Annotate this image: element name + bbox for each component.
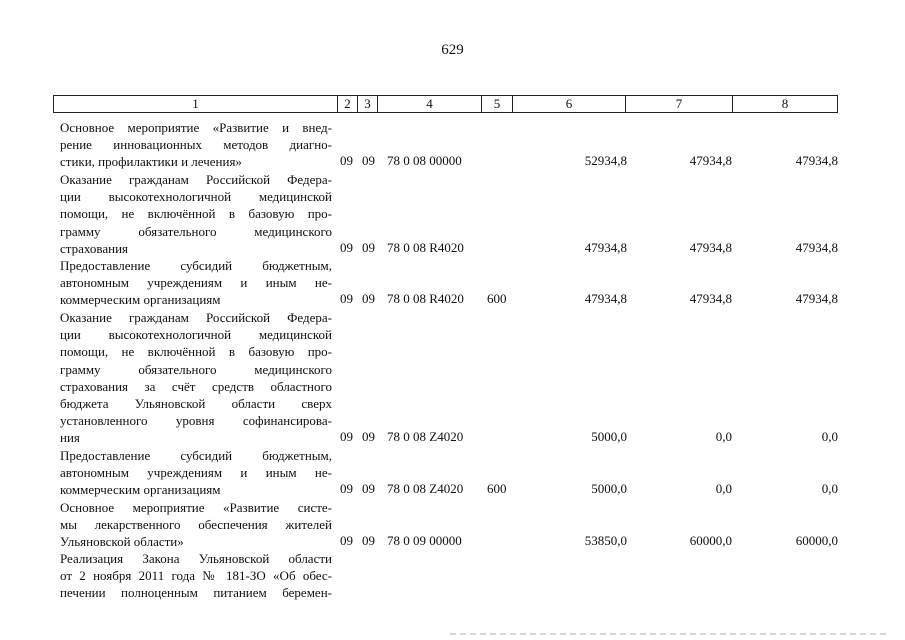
description-line: Реализация Закона Ульяновской области bbox=[60, 551, 332, 566]
description-line: бюджета Ульяновской области сверх bbox=[60, 396, 332, 412]
cell-col-7: 60000,0 bbox=[689, 533, 732, 549]
header-col-3: 3 bbox=[358, 96, 378, 112]
page-number: 629 bbox=[441, 42, 464, 58]
cell-col-2: 09 bbox=[340, 429, 353, 445]
description-line: страхования за счёт средств областного bbox=[60, 378, 332, 394]
description-line: Предоставление субсидий бюджетным, bbox=[60, 258, 332, 273]
description-line: Предоставление субсидий бюджетным, bbox=[60, 448, 332, 463]
cell-col-6: 53850,0 bbox=[584, 533, 627, 549]
description-line: ния bbox=[60, 430, 80, 446]
cell-col-6: 5000,0 bbox=[591, 429, 627, 445]
description-line: Оказание гражданам Российской Федера- bbox=[60, 310, 332, 325]
header-col-2: 2 bbox=[338, 96, 358, 112]
cell-col-3: 09 bbox=[362, 429, 375, 445]
cell-col-7: 47934,8 bbox=[689, 239, 732, 255]
cell-col-8: 47934,8 bbox=[795, 291, 838, 307]
header-col-5: 5 bbox=[482, 96, 513, 112]
description-line: Ульяновской области» bbox=[60, 534, 184, 550]
cell-col-3: 09 bbox=[362, 533, 375, 549]
header-col-8: 8 bbox=[781, 96, 789, 111]
header-col-4: 4 bbox=[378, 96, 482, 112]
description-line: автономным учреждениям и иным не- bbox=[60, 465, 332, 481]
description-line: от 2 ноября 2011 года № 181-ЗО «Об обес- bbox=[60, 568, 332, 584]
cell-col-2: 09 bbox=[340, 533, 353, 549]
cell-col-2: 09 bbox=[340, 481, 353, 497]
cell-col-3: 09 bbox=[362, 239, 375, 255]
cell-col-3: 09 bbox=[362, 481, 375, 497]
row-description bbox=[60, 309, 332, 447]
description-line: Основное мероприятие «Развитие и внед- bbox=[60, 120, 332, 135]
header-col-7: 7 bbox=[626, 96, 733, 112]
cell-col-4: 78 0 08 R4020 bbox=[387, 239, 464, 255]
description-line: грамму обязательного медицинского bbox=[60, 361, 332, 377]
cell-col-4: 78 0 08 00000 bbox=[387, 153, 462, 169]
cell-col-7: 47934,8 bbox=[689, 153, 732, 169]
cell-col-8: 0,0 bbox=[821, 481, 838, 497]
cell-col-8: 47934,8 bbox=[795, 153, 838, 169]
scan-artifact bbox=[450, 633, 890, 635]
description-line: Основное мероприятие «Развитие систе- bbox=[60, 500, 332, 515]
description-line: Оказание гражданам Российской Федера- bbox=[60, 172, 332, 187]
description-line: помощи, не включённой в базовую про- bbox=[60, 206, 332, 222]
cell-col-5: 600 bbox=[487, 481, 507, 497]
cell-col-7: 47934,8 bbox=[689, 291, 732, 307]
description-line: грамму обязательного медицинского bbox=[60, 223, 332, 239]
cell-col-8: 60000,0 bbox=[795, 533, 838, 549]
cell-col-7: 0,0 bbox=[715, 429, 732, 445]
row-description bbox=[60, 171, 332, 257]
cell-col-6: 47934,8 bbox=[584, 239, 627, 255]
row-description bbox=[60, 447, 332, 499]
cell-col-2: 09 bbox=[340, 239, 353, 255]
cell-col-6: 5000,0 bbox=[591, 481, 627, 497]
description-line: страхования bbox=[60, 240, 129, 256]
cell-col-4: 78 0 09 00000 bbox=[387, 533, 462, 549]
description-line: печении полноценным питанием беремен- bbox=[60, 585, 332, 601]
cell-col-8: 47934,8 bbox=[795, 239, 838, 255]
description-line: коммерческим организациям bbox=[60, 482, 221, 498]
cell-col-2: 09 bbox=[340, 291, 353, 307]
description-line: стики, профилактики и лечения» bbox=[60, 154, 242, 170]
cell-col-6: 47934,8 bbox=[584, 291, 627, 307]
header-col-6: 6 bbox=[513, 96, 626, 112]
cell-col-3: 09 bbox=[362, 153, 375, 169]
description-line: рение инновационных методов диагно- bbox=[60, 137, 332, 153]
table-header bbox=[53, 95, 838, 113]
cell-col-4: 78 0 08 R4020 bbox=[387, 291, 464, 307]
row-description bbox=[60, 499, 332, 551]
cell-col-2: 09 bbox=[340, 153, 353, 169]
description-line: ции высокотехнологичной медицинской bbox=[60, 189, 332, 205]
row-description bbox=[60, 119, 332, 171]
description-line: установленного уровня софинансирова- bbox=[60, 413, 332, 429]
cell-col-7: 0,0 bbox=[715, 481, 732, 497]
description-line: коммерческим организациям bbox=[60, 292, 221, 308]
description-line: мы лекарственного обеспечения жителей bbox=[60, 517, 332, 533]
cell-col-4: 78 0 08 Z4020 bbox=[387, 429, 464, 445]
description-line: ции высокотехнологичной медицинской bbox=[60, 327, 332, 343]
row-description bbox=[60, 550, 332, 602]
cell-col-4: 78 0 08 Z4020 bbox=[387, 481, 464, 497]
cell-col-5: 600 bbox=[487, 291, 507, 307]
header-col-1: 1 bbox=[54, 96, 338, 112]
cell-col-3: 09 bbox=[362, 291, 375, 307]
cell-col-8: 0,0 bbox=[821, 429, 838, 445]
description-line: помощи, не включённой в базовую про- bbox=[60, 344, 332, 360]
cell-col-6: 52934,8 bbox=[584, 153, 627, 169]
description-line: автономным учреждениям и иным не- bbox=[60, 275, 332, 291]
row-description bbox=[60, 257, 332, 309]
